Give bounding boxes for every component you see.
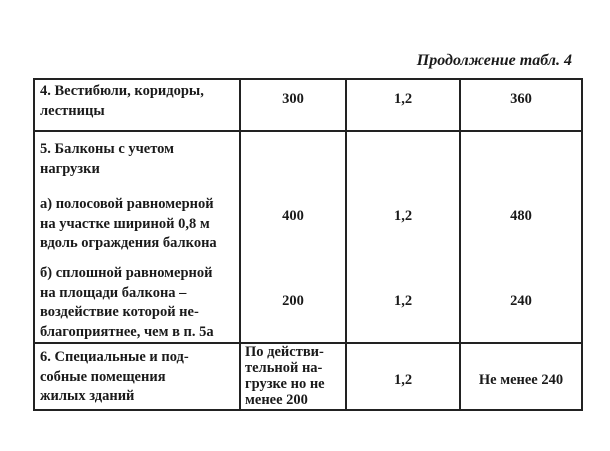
- row-5b-label: [40, 264, 214, 342]
- label-line: воздействие которой не-: [40, 304, 199, 320]
- label-line: нагрузки: [40, 160, 100, 177]
- label-line: на участке шириной 0,8 м: [40, 215, 210, 232]
- row-4-factor: 1,2: [393, 91, 413, 107]
- table-border-top: [33, 78, 583, 80]
- load-line: грузке но не: [245, 376, 325, 392]
- row-6-load: [245, 344, 325, 408]
- column-divider: [345, 78, 347, 411]
- row-5b-result: 240: [510, 293, 532, 309]
- row-6-factor: 1,2: [393, 372, 413, 388]
- row-5a-load: 400: [282, 208, 304, 224]
- label-line: благоприятнее, чем в п. 5а: [40, 323, 214, 340]
- row-6-label: [40, 348, 189, 407]
- load-line: По действи-: [245, 344, 324, 360]
- table-border-bottom: [33, 409, 583, 411]
- table-caption: Продолжение табл. 4: [416, 52, 572, 69]
- row-5a-result: 480: [510, 208, 532, 224]
- row-4-label: [40, 82, 204, 121]
- label-line: лестницы: [40, 102, 105, 119]
- row-5a-factor: 1,2: [393, 208, 413, 224]
- row-5b-factor: 1,2: [393, 293, 413, 309]
- label-line: собные помещения: [40, 368, 166, 385]
- label-line: а) полосовой равномерной: [40, 196, 214, 212]
- label-line: 6. Специальные и под-: [40, 349, 189, 365]
- label-line: 4. Вестибюли, коридоры,: [40, 83, 204, 99]
- row-5a-label: [40, 195, 217, 254]
- row-5-label: [40, 140, 174, 179]
- column-divider: [581, 78, 583, 411]
- column-divider: [33, 78, 35, 411]
- load-line: тельной на-: [245, 360, 323, 376]
- label-line: 5. Балконы с учетом: [40, 141, 175, 157]
- label-line: вдоль ограждения балкона: [40, 235, 217, 251]
- load-line: менее 200: [245, 392, 308, 408]
- label-line: жилых зданий: [40, 388, 135, 404]
- label-line: б) сплошной равномерной: [40, 265, 213, 281]
- label-line: на площади балкона –: [40, 284, 187, 301]
- column-divider: [239, 78, 241, 411]
- column-divider: [459, 78, 461, 411]
- row-4-load: 300: [282, 91, 304, 107]
- row-divider: [33, 130, 583, 132]
- row-6-result: Не менее 240: [478, 372, 564, 388]
- row-5b-load: 200: [282, 293, 304, 309]
- row-4-result: 360: [510, 91, 532, 107]
